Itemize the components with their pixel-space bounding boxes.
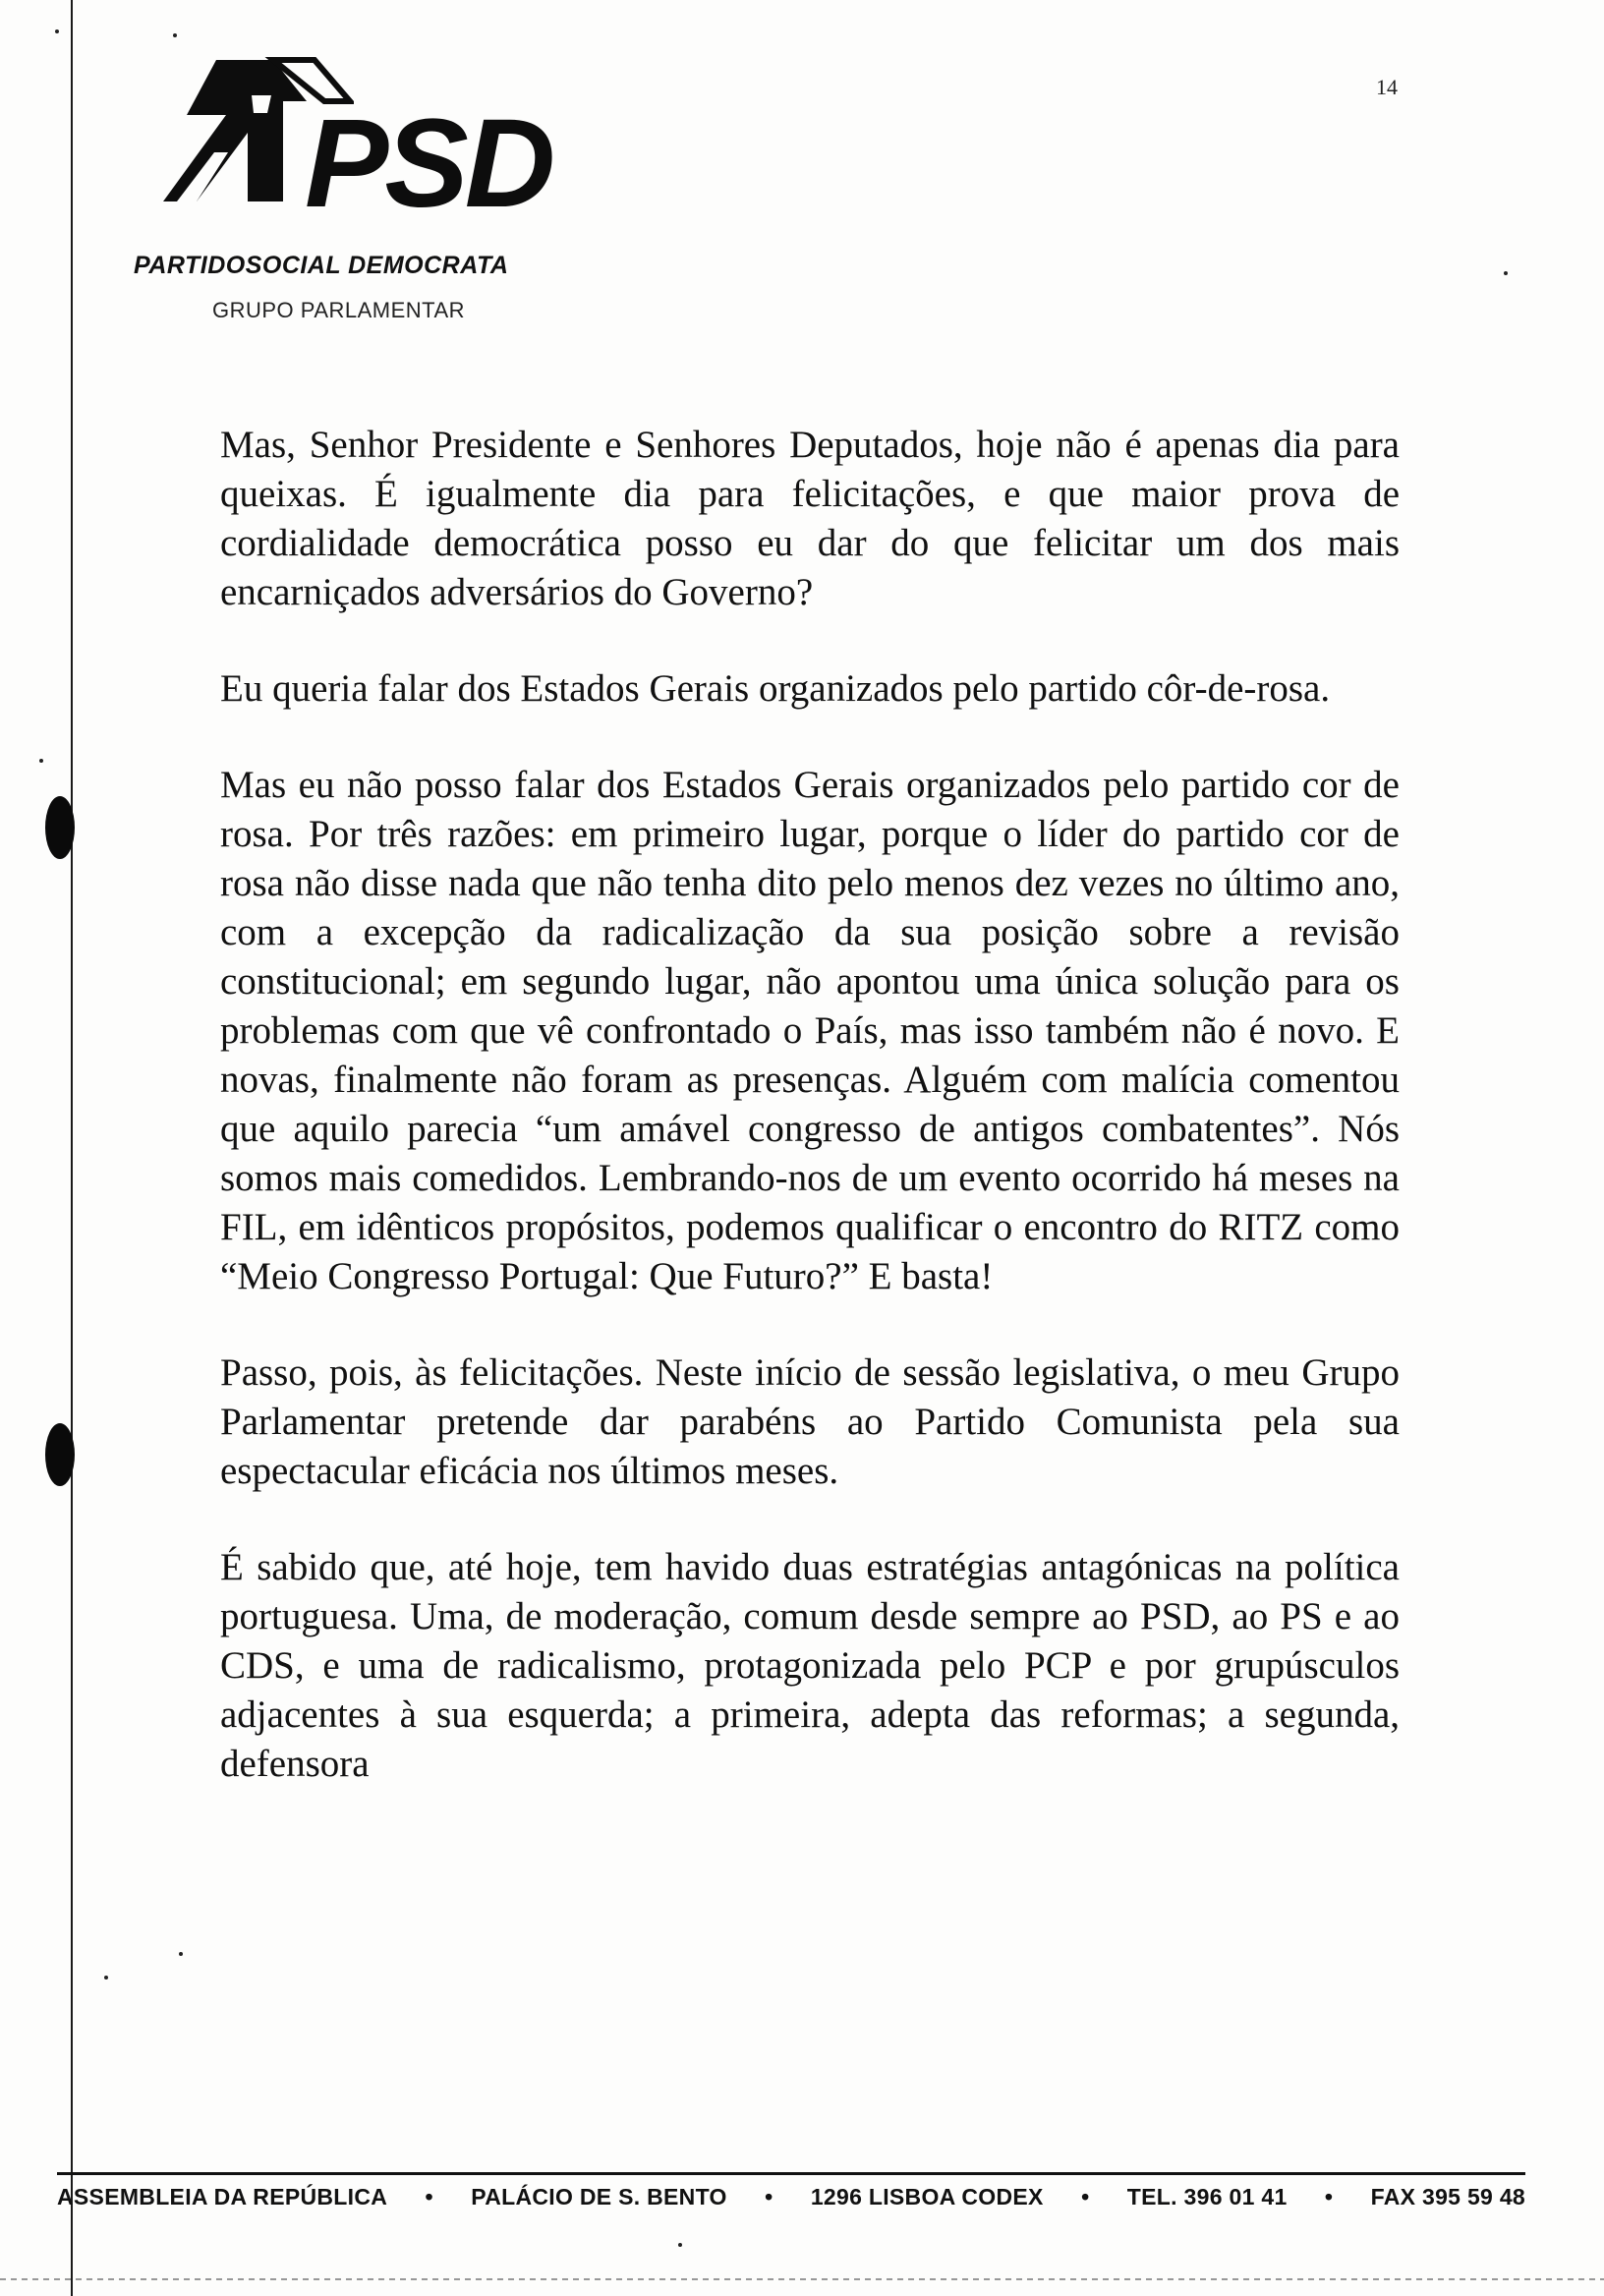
footer-phone: TEL. 396 01 41 <box>1126 2184 1288 2210</box>
party-name: PARTIDOSOCIAL DEMOCRATA <box>134 252 509 279</box>
footer-separator: • <box>1081 2184 1090 2210</box>
footer-separator: • <box>1324 2184 1334 2210</box>
scan-bottom-edge <box>0 2278 1604 2280</box>
footer-city: 1296 LISBOA CODEX <box>810 2184 1044 2210</box>
scan-speck <box>39 759 43 763</box>
logo-wordmark: PSD <box>305 93 552 234</box>
paragraph: Eu queria falar dos Estados Gerais organizados pelo partido côr-de-rosa. <box>220 667 1331 710</box>
punch-hole-icon <box>45 1423 75 1486</box>
paragraph: Passo, pois, às felicitações. Neste início de sessão legislativa, o meu Grupo Parlamentar pretende dar parabéns ao Partido Comunista pela sua espectacular eficácia nos últimos meses. <box>220 1351 1400 1492</box>
footer-address: PALÁCIO DE S. BENTO <box>471 2184 727 2210</box>
footer-separator: • <box>765 2184 773 2210</box>
scan-speck <box>678 2243 682 2247</box>
footer-institution: ASSEMBLEIA DA REPÚBLICA <box>57 2184 388 2210</box>
scan-speck <box>55 29 59 33</box>
scan-speck <box>104 1976 108 1980</box>
footer-fax: FAX 395 59 48 <box>1370 2184 1525 2210</box>
group-name: GRUPO PARLAMENTAR <box>212 298 466 322</box>
punch-hole-icon <box>45 796 75 859</box>
speech-body <box>220 421 1400 1836</box>
footer-rule <box>57 2172 1525 2175</box>
scan-speck <box>173 33 177 37</box>
scan-speck <box>1504 271 1508 275</box>
party-logo <box>157 54 619 234</box>
letterhead-footer <box>57 2184 1525 2210</box>
paragraph: Mas, Senhor Presidente e Senhores Deputados, hoje não é apenas dia para queixas. É igualmente dia para felicitações, e que maior prova de cordialidade democrática posso eu dar do que felicitar um dos mais encarniçados adversários do Governo? <box>220 424 1400 613</box>
scan-speck <box>179 1952 183 1956</box>
binding-line <box>71 0 73 2296</box>
page-number: 14 <box>1376 75 1398 99</box>
paragraph: Mas eu não posso falar dos Estados Gerais organizados pelo partido cor de rosa. Por três razões: em primeiro lugar, porque o líder do partido cor de rosa não disse nada que não tenha dito pelo menos dez vezes no último ano, com a excepção da radicalização da sua posição sobre a revisão constitucional; em segundo lugar, não apontou uma única solução para os problemas com que vê confrontado o País, mas isso também não é novo. E novas, finalmente não foram as presenças. Alguém com malícia comentou que aquilo parecia “um amável congresso de antigos combatentes”. Nós somos mais comedidos. Lembrando-nos de um evento ocorrido há meses na FIL, em idênticos propósitos, podemos qualificar o encontro do RITZ como “Meio Congresso Portugal: Que Futuro?” E basta! <box>220 764 1400 1297</box>
footer-separator: • <box>425 2184 433 2210</box>
paragraph: É sabido que, até hoje, tem havido duas estratégias antagónicas na política portuguesa. Uma, de moderação, comum desde sempre ao PSD, ao PS e ao CDS, e uma de radicalismo, protagonizada pelo PCP e por grupúsculos adjacentes à sua esquerda; a primeira, adepta das reformas; a segunda, defensora <box>220 1546 1400 1785</box>
